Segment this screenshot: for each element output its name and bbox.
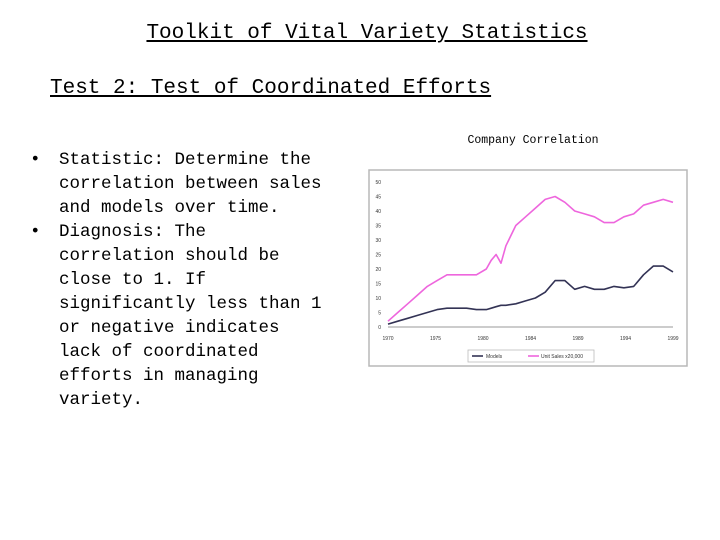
- y-tick-label: 15: [375, 281, 381, 288]
- legend-label: Models: [486, 354, 503, 360]
- x-tick-label: 1970: [382, 336, 394, 342]
- legend-label: Unit Sales x20,000: [541, 354, 583, 360]
- y-tick-label: 5: [378, 310, 381, 317]
- x-tick-label: 1984: [524, 336, 537, 342]
- y-tick-label: 50: [375, 180, 381, 186]
- bullet-diagnosis: [30, 220, 330, 412]
- bullet-statistic-text: Statistic: Determine the correlation between sales and models over time.: [59, 150, 322, 218]
- y-tick-label: 35: [375, 223, 381, 230]
- y-tick-label: 40: [375, 209, 381, 215]
- y-tick-label: 20: [375, 267, 381, 273]
- y-tick-label: 30: [375, 238, 381, 244]
- x-tick-label: 1980: [477, 336, 489, 342]
- slide-subtitle: Test 2: Test of Coordinated Efforts: [50, 77, 492, 100]
- bullet-marker: •: [30, 150, 41, 170]
- x-tick-label: 1999: [667, 336, 679, 342]
- slide-title: Toolkit of Vital Variety Statistics: [146, 22, 588, 45]
- y-tick-label: 10: [375, 296, 381, 302]
- bullet-list: [30, 148, 330, 412]
- y-tick-label: 25: [375, 252, 381, 259]
- x-tick-label: 1975: [429, 336, 442, 342]
- y-tick-label: 0: [378, 325, 381, 331]
- bullet-diagnosis-text: Diagnosis: The correlation should be close to 1. If significantly less than 1 or negative indicates lack of coordinated efforts in managing variety.: [59, 222, 322, 410]
- bullet-statistic: [30, 148, 330, 220]
- x-tick-label: 1989: [572, 336, 584, 342]
- y-tick-label: 45: [375, 194, 381, 201]
- chart-title: Company Correlation: [467, 134, 599, 147]
- bullet-marker: •: [30, 222, 41, 242]
- x-tick-label: 1994: [619, 336, 632, 342]
- chart-legend: [468, 350, 594, 362]
- company-correlation-chart: [368, 169, 690, 369]
